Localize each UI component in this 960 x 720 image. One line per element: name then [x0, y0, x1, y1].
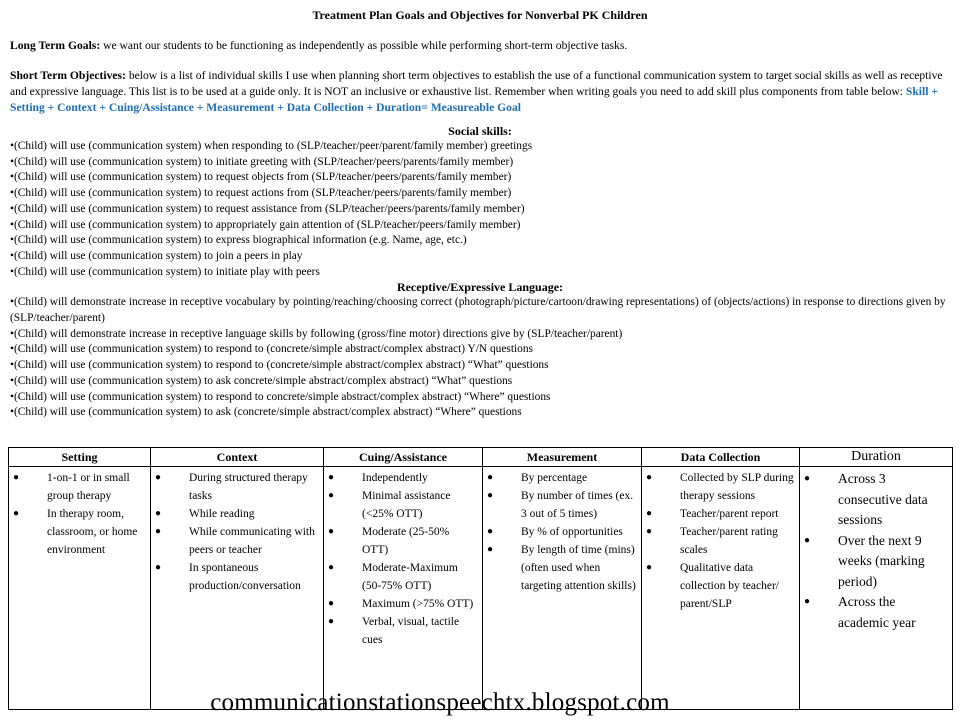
list-item-text: Moderate-Maximum (50-75% OTT) — [362, 562, 458, 592]
list-item-text: Qualitative data collection by teacher/ parent/SLP — [680, 562, 779, 610]
bullet-icon: ● — [646, 526, 653, 537]
bullet-icon: ● — [155, 526, 162, 537]
bullet-icon: ● — [13, 472, 20, 483]
list-item: •(Child) will use (communication system) to ask concrete/simple abstract/complex abstract) “What” questions — [10, 374, 513, 387]
list-item-text: Maximum (>75% OTT) — [362, 598, 474, 610]
list-item-text: While reading — [189, 508, 255, 520]
list-item — [483, 487, 641, 523]
bullet-icon: ● — [487, 472, 494, 483]
document-title: Treatment Plan Goals and Objectives for Nonverbal PK Children — [312, 8, 648, 22]
list-item: •(Child) will use (communication system) to respond to (concrete/simple abstract/complex abstract) Y/N questions — [10, 343, 533, 356]
list-item — [642, 505, 799, 523]
bullet-icon: ● — [487, 490, 494, 501]
list-item-text: While communicating with peers or teacher — [189, 526, 315, 556]
bullet-list — [800, 469, 952, 633]
list-item: •(Child) will demonstrate increase in receptive language skills by following (gross/fine motor) directions give by (SLP/teacher/parent) — [10, 327, 623, 340]
cuing-cell — [324, 467, 483, 710]
list-item-text: Moderate (25-50% OTT) — [362, 526, 450, 556]
list-item: •(Child) will use (communication system) to join a peers in play — [10, 249, 303, 262]
list-item — [642, 523, 799, 559]
bullet-icon: ● — [155, 508, 162, 519]
list-item — [800, 592, 952, 633]
list-item: •(Child) will use (communication system) to appropriately gain attention of (SLP/teacher/peers/family member) — [10, 218, 521, 231]
list-item: •(Child) will use (communication system) to request assistance from (SLP/teacher/peers/parents/family member) — [10, 202, 525, 215]
list-item — [151, 559, 323, 595]
list-item — [324, 469, 482, 487]
long-term-goals — [10, 38, 950, 54]
duration-cell — [800, 467, 953, 710]
bullet-list — [324, 469, 482, 649]
bullet-icon: ● — [155, 562, 162, 573]
list-item-text: Independently — [362, 472, 428, 484]
bullet-icon: ● — [804, 534, 811, 546]
long-term-label: Long Term Goals: — [10, 39, 101, 52]
list-item-text: During structured therapy tasks — [189, 472, 308, 502]
list-item: •(Child) will use (communication system) to request actions from (SLP/teacher/peers/parents/family member) — [10, 187, 512, 200]
measurement-cell — [483, 467, 642, 710]
list-item: •(Child) will use (communication system) to request objects from (SLP/teacher/peers/parents/family member) — [10, 171, 512, 184]
list-item-text: In therapy room, classroom, or home environment — [47, 508, 138, 556]
bullet-icon: ● — [804, 596, 811, 607]
bullet-list — [151, 469, 323, 595]
short-term-text: below is a list of individual skills I use when planning short term objectives to establish the use of a functional communication system to target social skills as well as receptive and expressive language. This list is to be used at a guide only. It is NOT an inclusive or exhaustive list. Remember when writing goals you need to add skill plus components from table below: — [10, 69, 943, 98]
list-item — [151, 505, 323, 523]
list-item — [324, 613, 482, 649]
bullet-icon: ● — [487, 544, 494, 555]
list-item — [324, 487, 482, 523]
setting-cell — [9, 467, 151, 710]
list-item-text: Across 3 consecutive data sessions — [838, 471, 928, 527]
list-item-text: 1-on-1 or in small group therapy — [47, 472, 130, 502]
table-row — [9, 467, 953, 710]
list-item-text: By % of opportunities — [521, 526, 623, 538]
list-item — [642, 469, 799, 505]
blog-watermark: communicationstationspeechtx.blogspot.com — [210, 689, 670, 716]
column-header-setting: Setting — [9, 448, 151, 467]
bullet-icon: ● — [328, 562, 335, 573]
list-item — [642, 559, 799, 613]
bullet-icon: ● — [328, 526, 335, 537]
goal-formula: Skill + Setting + Context + Cuing/Assistance + Measurement + Data Collection + Duration= Measureable Goal — [10, 85, 938, 114]
document-page — [10, 8, 950, 421]
data-collection-cell — [642, 467, 800, 710]
bullet-icon: ● — [13, 508, 20, 519]
bullet-icon: ● — [155, 472, 162, 483]
list-item-text: Verbal, visual, tactile cues — [362, 616, 460, 646]
bullet-list — [642, 469, 799, 613]
bullet-icon: ● — [646, 472, 653, 483]
list-item: •(Child) will use (communication system) when responding to (SLP/teacher/peer/parent/family member) greetings — [10, 140, 533, 152]
column-header-data-collection: Data Collection — [642, 448, 800, 467]
receptive-expressive-list — [10, 295, 950, 421]
receptive-expressive-heading: Receptive/Expressive Language: — [396, 280, 564, 295]
goal-components-table — [8, 447, 953, 710]
list-item — [483, 469, 641, 487]
list-item — [324, 595, 482, 613]
list-item — [151, 469, 323, 505]
social-skills-heading: Social skills: — [448, 124, 512, 138]
list-item — [324, 523, 482, 559]
list-item — [9, 505, 150, 559]
list-item-text: Over the next 9 weeks (marking period) — [838, 532, 925, 589]
social-skills-list — [10, 139, 950, 280]
bullet-icon: ● — [328, 616, 335, 627]
list-item: •(Child) will use (communication system) to ask (concrete/simple abstract/complex abstract) “Where” questions — [10, 406, 522, 419]
list-item — [800, 531, 952, 593]
bullet-icon: ● — [328, 472, 335, 483]
bullet-list — [9, 469, 150, 559]
list-item: •(Child) will use (communication system) to express biographical information (e.g. Name, age, etc.) — [10, 234, 467, 247]
list-item — [483, 523, 641, 541]
column-header-measurement: Measurement — [483, 448, 642, 467]
list-item: •(Child) will use (communication system) to initiate greeting with (SLP/teacher/peers/parents/family member) — [10, 155, 514, 168]
table-header-row — [9, 448, 953, 467]
list-item-text: Across the academic year — [838, 594, 916, 630]
list-item — [800, 469, 952, 531]
column-header-cuing: Cuing/Assistance — [324, 448, 483, 467]
bullet-icon: ● — [804, 473, 811, 484]
list-item-text: By percentage — [521, 472, 588, 484]
short-term-objectives — [10, 68, 950, 116]
list-item-text: Teacher/parent rating scales — [680, 526, 778, 556]
bullet-icon: ● — [646, 562, 653, 573]
list-item: •(Child) will use (communication system) to respond to (concrete/simple abstract/complex abstract) “What” questions — [10, 359, 549, 372]
list-item-text: Collected by SLP during therapy sessions — [680, 472, 794, 502]
bullet-icon: ● — [328, 598, 335, 609]
bullet-icon: ● — [646, 508, 653, 519]
list-item-text: By length of time (mins) (often used when targeting attention skills) — [521, 544, 636, 592]
list-item — [151, 523, 323, 559]
column-header-context: Context — [151, 448, 324, 467]
list-item-text: By number of times (ex. 3 out of 5 times) — [521, 490, 634, 520]
list-item: •(Child) will demonstrate increase in receptive vocabulary by pointing/reaching/choosing correct (photograph/picture/cartoon/drawing representations) of (objects/actions) in response to directions given by (SLP/teacher/parent) — [10, 296, 946, 325]
list-item — [324, 559, 482, 595]
context-cell — [151, 467, 324, 710]
long-term-text: we want our students to be functioning as independently as possible while performing short-term objective tasks. — [100, 39, 628, 52]
list-item: •(Child) will use (communication system) to respond to concrete/simple abstract/complex abstract) “Where” questions — [10, 390, 551, 403]
list-item — [9, 469, 150, 505]
bullet-icon: ● — [328, 490, 335, 501]
bullet-icon: ● — [487, 526, 494, 537]
list-item-text: Teacher/parent report — [680, 508, 779, 520]
list-item-text: Minimal assistance (<25% OTT) — [362, 490, 451, 520]
short-term-label: Short Term Objectives: — [10, 69, 126, 82]
list-item: •(Child) will use (communication system) to initiate play with peers — [10, 265, 320, 278]
column-header-duration: Duration — [800, 448, 953, 467]
list-item-text: In spontaneous production/conversation — [189, 562, 301, 592]
list-item — [483, 541, 641, 595]
bullet-list — [483, 469, 641, 595]
